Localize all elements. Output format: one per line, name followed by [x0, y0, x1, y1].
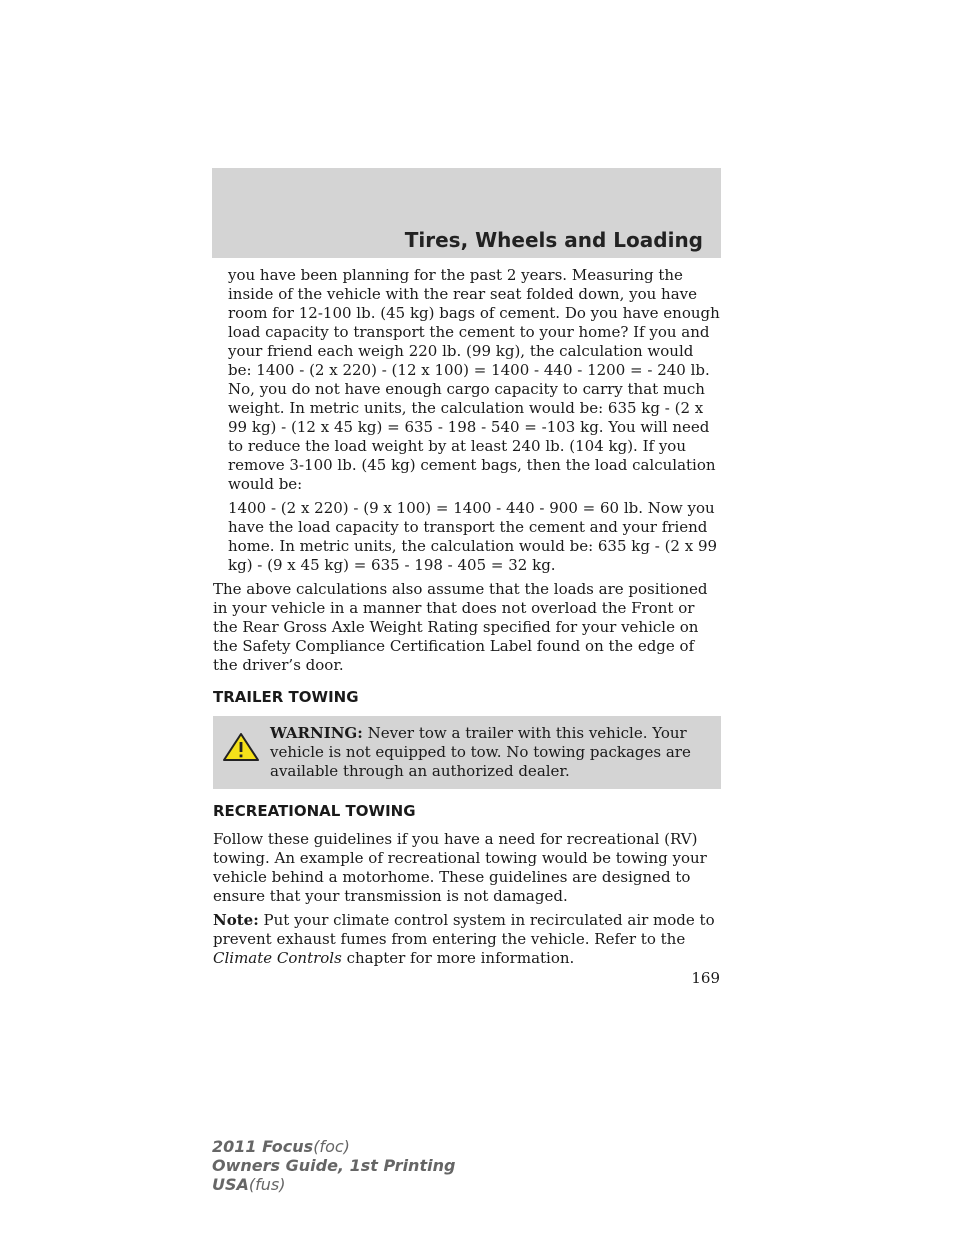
- footer-edition: [212, 1137, 455, 1194]
- page-content: [213, 266, 721, 973]
- section-header-band: [212, 168, 721, 258]
- page-number: 169: [691, 969, 720, 987]
- footer-line-market: [212, 1175, 455, 1194]
- heading-recreational-towing: RECREATIONAL TOWING: [213, 802, 416, 820]
- note-reference: Climate Controls: [213, 949, 342, 967]
- section-title: Tires, Wheels and Loading: [404, 228, 703, 252]
- paragraph-note: [213, 911, 721, 968]
- warning-triangle-icon: [222, 732, 260, 762]
- warning-label: WARNING:: [270, 724, 363, 742]
- paragraph-load-recalc: 1400 - (2 x 220) - (9 x 100) = 1400 - 440 - 900 = 60 lb. Now you have the load capacity to transport the cement and your friend home. In metric units, the calculation would be: 635 kg - (2 x 99 kg) - (9 x 45 kg) = 635 - 198 - 405 = 32 kg.: [228, 499, 718, 574]
- footer-market: USA: [212, 1175, 249, 1194]
- warning-body: Never tow a trailer with this vehicle. Your vehicle is not equipped to tow. No towing packages are available through an authorized dealer.: [270, 724, 691, 780]
- note-tail: chapter for more information.: [346, 949, 575, 967]
- footer-model-code: (foc): [313, 1137, 350, 1156]
- warning-text: [220, 724, 713, 781]
- paragraph-load-assumption: The above calculations also assume that the loads are positioned in your vehicle in a manner that does not overload the Front or the Rear Gross Axle Weight Rating specified for your vehicle on the Safety Compliance Certification Label found on the edge of the driver’s door.: [213, 580, 708, 674]
- footer-model: 2011 Focus: [212, 1137, 314, 1156]
- warning-box: [213, 716, 721, 789]
- footer-market-code: (fus): [248, 1175, 286, 1194]
- heading-trailer-towing: TRAILER TOWING: [213, 688, 359, 706]
- paragraph-load-example: you have been planning for the past 2 years. Measuring the inside of the vehicle with the rear seat folded down, you have room for 12-100 lb. (45 kg) bags of cement. Do you have enough load capacity to transport the cement to your home? If you and your friend each weigh 220 lb. (99 kg), the calculation would be: 1400 - (2 x 220) - (12 x 100) = 1400 - 440 - 1200 = - 240 lb. No, you do not have enough cargo capacity to carry that much weight. In metric units, the calculation would be: 635 kg - (2 x 99 kg) - (12 x 45 kg) = 635 - 198 - 540 = -103 kg. You will need to reduce the load weight by at least 240 lb. (104 kg). If you remove 3-100 lb. (45 kg) cement bags, then the load calculation would be:: [228, 266, 720, 493]
- footer-line-printing: Owners Guide, 1st Printing: [212, 1156, 456, 1175]
- paragraph-recreational-guidelines: Follow these guidelines if you have a need for recreational (RV) towing. An example of recreational towing would be towing your vehicle behind a motorhome. These guidelines are designed to ensure that your transmission is not damaged.: [213, 830, 707, 905]
- note-text: Put your climate control system in recirculated air mode to prevent exhaust fumes from entering the vehicle. Refer to the: [213, 911, 715, 948]
- footer-line-model: [212, 1137, 455, 1156]
- note-label: Note:: [213, 911, 259, 929]
